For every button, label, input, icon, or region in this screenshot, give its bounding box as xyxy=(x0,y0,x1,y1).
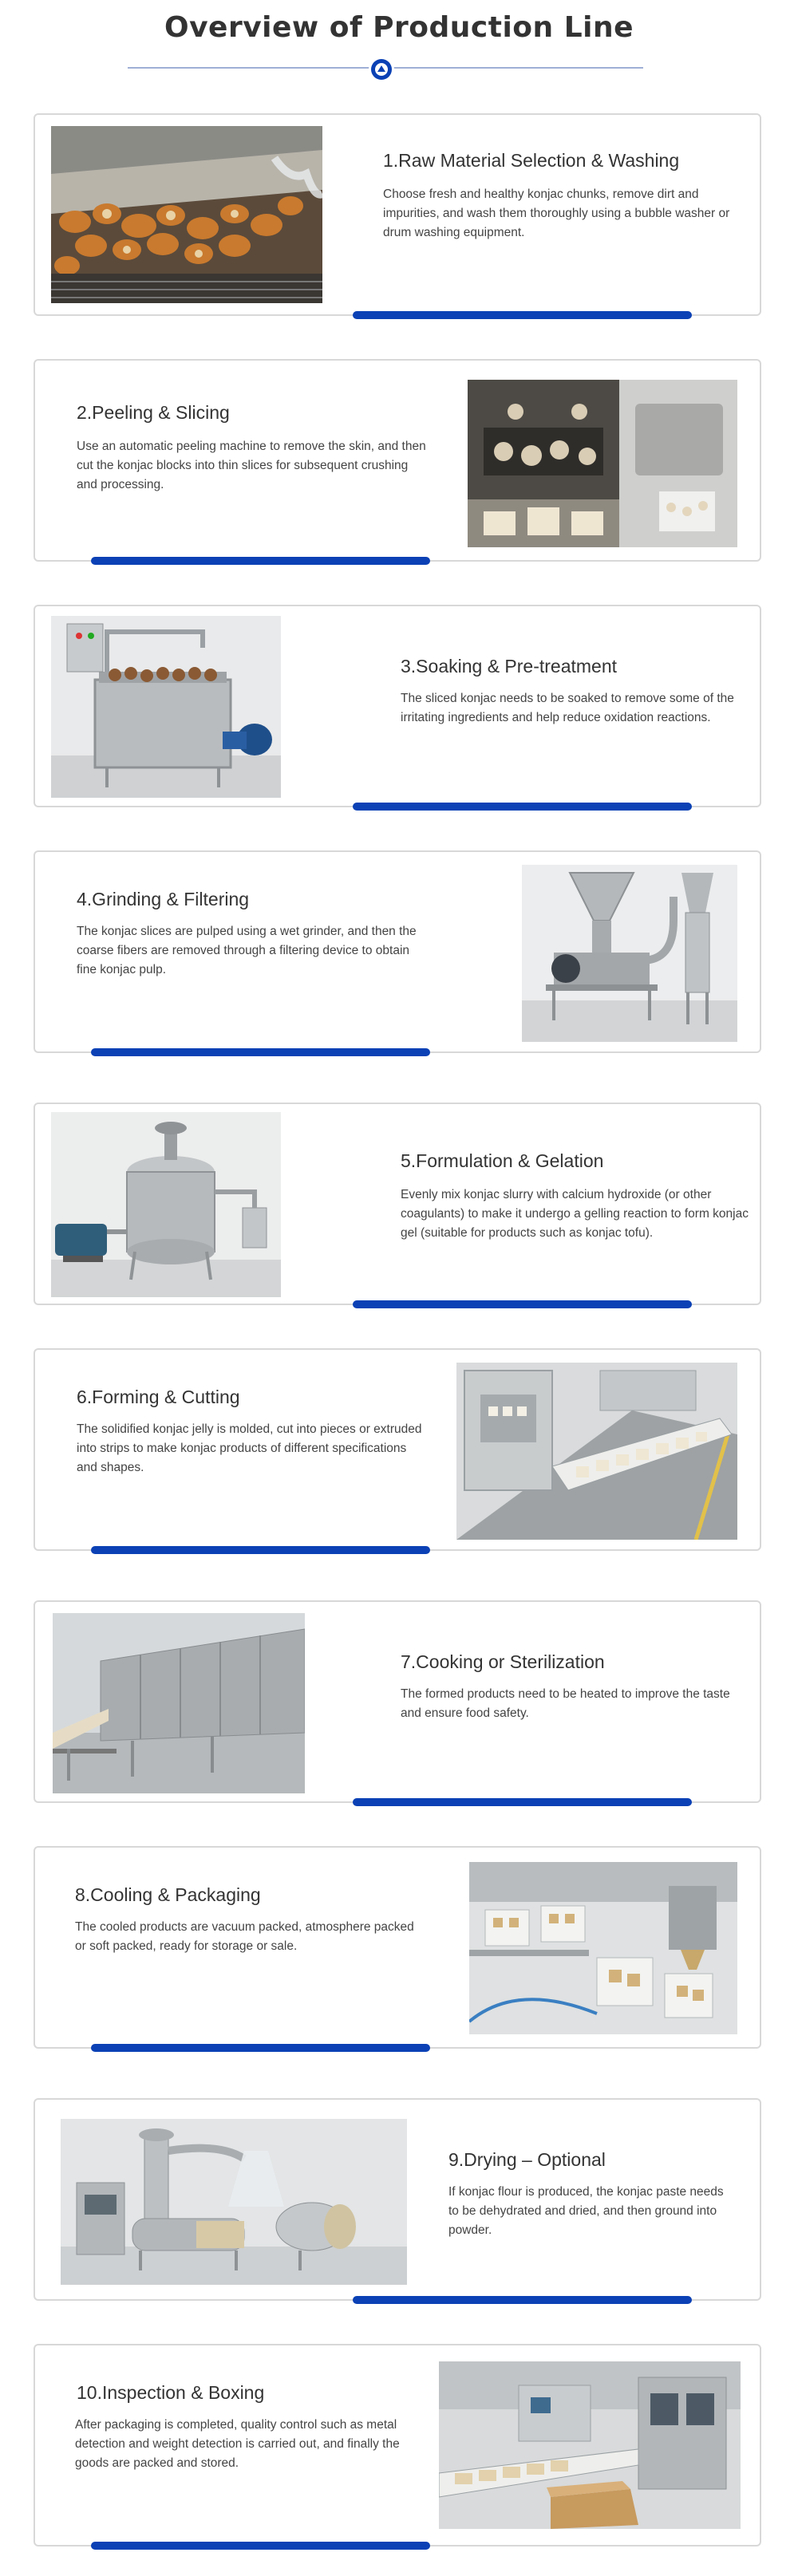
accent-bar xyxy=(91,1048,430,1056)
step-card-3 xyxy=(34,605,761,807)
step-title: 3.Soaking & Pre-treatment xyxy=(401,656,618,677)
step-title: 6.Forming & Cutting xyxy=(77,1387,240,1407)
step-description: The cooled products are vacuum packed, atmosphere packed or soft packed, ready for storage or sale. xyxy=(75,1920,414,1953)
step-description: If konjac flour is produced, the konjac paste needs to be dehydrated and dried, and then ground into powder. xyxy=(448,2185,724,2237)
accent-bar xyxy=(353,2296,692,2304)
accent-bar xyxy=(91,2044,430,2052)
step-card-1 xyxy=(34,113,761,316)
accent-bar xyxy=(353,311,692,319)
triangle-marker-icon xyxy=(371,59,392,80)
step-card-2 xyxy=(34,359,761,562)
accent-bar xyxy=(353,1300,692,1308)
step-title: 10.Inspection & Boxing xyxy=(77,2382,265,2403)
step-title: 2.Peeling & Slicing xyxy=(77,402,230,423)
step-card-10 xyxy=(34,2344,761,2546)
step-title: 4.Grinding & Filtering xyxy=(77,889,250,909)
step-description: Evenly mix konjac slurry with calcium hydroxide (or other coagulants) to make it undergo a gelling reaction to form konjac gel (suitable for products such as konjac tofu). xyxy=(401,1188,749,1240)
step-title: 1.Raw Material Selection & Washing xyxy=(383,150,680,171)
step-description: The formed products need to be heated to improve the taste and ensure food safety. xyxy=(401,1687,730,1720)
step-title: 8.Cooling & Packaging xyxy=(75,1884,261,1905)
page-title: Overview of Production Line xyxy=(164,11,634,44)
accent-bar xyxy=(353,1798,692,1806)
wet-grinder-photo xyxy=(522,865,737,1042)
step-description: After packaging is completed, quality control such as metal detection and weight detection is carried out, and finally the goods are packed and stored. xyxy=(75,2418,400,2470)
step-title: 9.Drying – Optional xyxy=(448,2149,606,2170)
accent-bar xyxy=(91,1546,430,1554)
step-description: The sliced konjac needs to be soaked to remove some of the irritating ingredients and help reduce oxidation reactions. xyxy=(401,692,734,724)
accent-bar xyxy=(91,557,430,565)
step-description: The solidified konjac jelly is molded, cut into pieces or extruded into strips to make konjac products of different specifications and shapes. xyxy=(77,1422,422,1474)
mixing-tank-photo xyxy=(51,1112,281,1297)
accent-bar xyxy=(353,803,692,811)
inspection-boxing-line-photo xyxy=(439,2361,741,2529)
step-description: Use an automatic peeling machine to remove the skin, and then cut the konjac blocks into thin slices for subsequent crushing and processing. xyxy=(77,440,426,491)
step-title: 5.Formulation & Gelation xyxy=(401,1150,604,1171)
step-card-6 xyxy=(34,1348,761,1551)
step-card-7 xyxy=(34,1600,761,1803)
step-description: The konjac slices are pulped using a wet grinder, and then the coarse fibers are removed through a filtering device to obtain fine konjac pulp. xyxy=(77,925,417,976)
step-card-8 xyxy=(34,1846,761,2049)
sterilization-tunnel-photo xyxy=(53,1613,305,1793)
step-card-9 xyxy=(34,2098,761,2301)
step-card-4 xyxy=(34,850,761,1053)
packaging-machine-photo xyxy=(469,1862,737,2034)
forming-cutting-line-photo xyxy=(456,1363,737,1540)
accent-bar xyxy=(91,2542,430,2550)
drying-machine-photo xyxy=(61,2119,407,2285)
step-title: 7.Cooking or Sterilization xyxy=(401,1651,605,1672)
soaking-tank-photo xyxy=(51,616,281,798)
konjac-washing-machine-photo xyxy=(51,126,322,303)
peeling-slicing-machine-photo xyxy=(468,380,737,547)
step-card-5 xyxy=(34,1103,761,1305)
page-header xyxy=(0,0,798,88)
step-description: Choose fresh and healthy konjac chunks, remove dirt and impurities, and wash them thoroughly using a bubble washer or drum washing equipment. xyxy=(383,187,730,239)
